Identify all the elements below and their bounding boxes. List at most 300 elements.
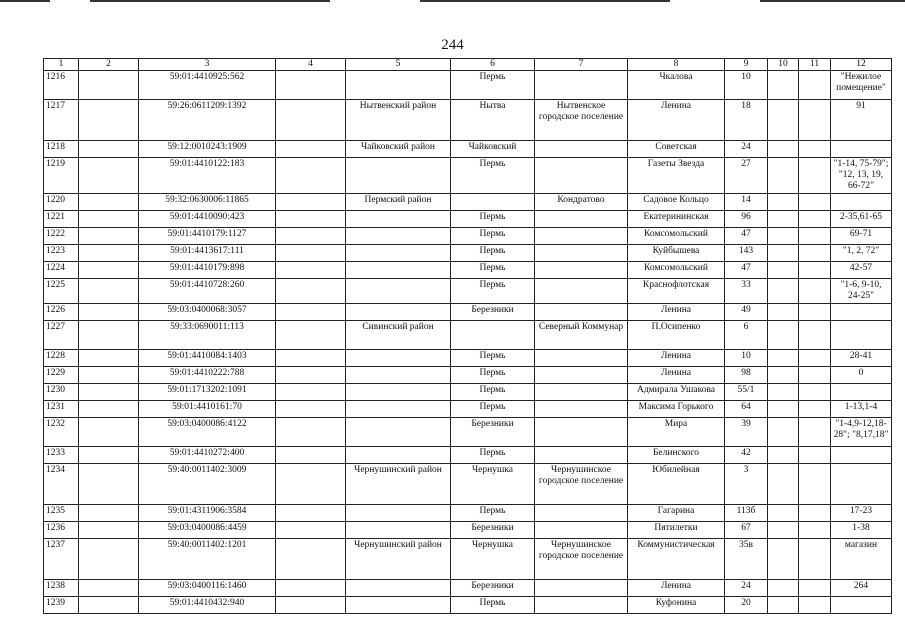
house-number: 98 xyxy=(725,367,768,384)
settlement xyxy=(535,447,628,464)
premises: 0 xyxy=(831,367,892,384)
cadastral-number: 59:01:4410432:940 xyxy=(139,597,276,614)
settlement: Кондратово xyxy=(535,194,628,211)
table-row xyxy=(44,304,892,321)
city: Березники xyxy=(451,418,535,447)
col11-value xyxy=(799,321,831,350)
street: Садовое Кольцо xyxy=(628,194,725,211)
column-header: 4 xyxy=(276,59,346,71)
premises: 2-35,61-65 xyxy=(831,211,892,228)
cadastral-number: 59:12:0010243:1909 xyxy=(139,141,276,158)
table-row xyxy=(44,580,892,597)
col2-value xyxy=(79,321,139,350)
premises: 17-23 xyxy=(831,505,892,522)
premises xyxy=(831,194,892,211)
settlement xyxy=(535,505,628,522)
street: Ленина xyxy=(628,100,725,141)
cadastral-number: 59:01:4413617:111 xyxy=(139,245,276,262)
district xyxy=(346,211,451,228)
district: Чайковский район xyxy=(346,141,451,158)
row-number: 1233 xyxy=(44,447,79,464)
street: Коммунистическая xyxy=(628,539,725,580)
district xyxy=(346,401,451,418)
col4-value xyxy=(276,505,346,522)
table-row xyxy=(44,597,892,614)
col4-value xyxy=(276,279,346,304)
cadastral-number: 59:32:0630006:11865 xyxy=(139,194,276,211)
city xyxy=(451,194,535,211)
street: Краснофлотская xyxy=(628,279,725,304)
district xyxy=(346,597,451,614)
house-number: 143 xyxy=(725,245,768,262)
settlement: Нытвенское городское поселение xyxy=(535,100,628,141)
cadastral-number: 59:03:0400068:3057 xyxy=(139,304,276,321)
city: Пермь xyxy=(451,505,535,522)
house-number: 6 xyxy=(725,321,768,350)
house-number: 49 xyxy=(725,304,768,321)
col2-value xyxy=(79,447,139,464)
settlement xyxy=(535,367,628,384)
premises: "1-4,9-12,18-28"; "8,17,18" xyxy=(831,418,892,447)
district xyxy=(346,71,451,100)
house-number: 42 xyxy=(725,447,768,464)
city: Пермь xyxy=(451,211,535,228)
table-header-row xyxy=(44,59,892,71)
col10-value xyxy=(768,304,799,321)
street: Адмирала Ушакова xyxy=(628,384,725,401)
house-number: 14 xyxy=(725,194,768,211)
column-header: 6 xyxy=(451,59,535,71)
row-number: 1222 xyxy=(44,228,79,245)
cadastral-number: 59:40:0011402:1201 xyxy=(139,539,276,580)
cadastral-number: 59:01:4410084:1403 xyxy=(139,350,276,367)
col2-value xyxy=(79,384,139,401)
table-row xyxy=(44,539,892,580)
city: Пермь xyxy=(451,384,535,401)
col4-value xyxy=(276,350,346,367)
street: Советская xyxy=(628,141,725,158)
city: Пермь xyxy=(451,447,535,464)
col10-value xyxy=(768,321,799,350)
col4-value xyxy=(276,321,346,350)
settlement xyxy=(535,228,628,245)
house-number: 24 xyxy=(725,141,768,158)
city: Пермь xyxy=(451,262,535,279)
cadastral-number: 59:01:4410925:562 xyxy=(139,71,276,100)
col4-value xyxy=(276,447,346,464)
col2-value xyxy=(79,141,139,158)
street: Комсомольский xyxy=(628,228,725,245)
col4-value xyxy=(276,245,346,262)
row-number: 1218 xyxy=(44,141,79,158)
col4-value xyxy=(276,262,346,279)
column-header: 2 xyxy=(79,59,139,71)
district xyxy=(346,245,451,262)
premises: 91 xyxy=(831,100,892,141)
col11-value xyxy=(799,279,831,304)
col11-value xyxy=(799,580,831,597)
district xyxy=(346,304,451,321)
settlement xyxy=(535,211,628,228)
row-number: 1239 xyxy=(44,597,79,614)
col2-value xyxy=(79,100,139,141)
city: Пермь xyxy=(451,228,535,245)
col11-value xyxy=(799,464,831,505)
street: Чкалова xyxy=(628,71,725,100)
col2-value xyxy=(79,211,139,228)
city: Чернушка xyxy=(451,539,535,580)
city: Пермь xyxy=(451,367,535,384)
settlement xyxy=(535,384,628,401)
table-row xyxy=(44,401,892,418)
premises: 42-57 xyxy=(831,262,892,279)
district xyxy=(346,350,451,367)
col10-value xyxy=(768,418,799,447)
column-header: 11 xyxy=(799,59,831,71)
row-number: 1221 xyxy=(44,211,79,228)
cadastral-number: 59:01:4410179:1127 xyxy=(139,228,276,245)
table-row xyxy=(44,141,892,158)
cadastral-number: 59:03:0400086:4459 xyxy=(139,522,276,539)
col11-value xyxy=(799,539,831,580)
top-edge-lines xyxy=(0,0,905,3)
premises xyxy=(831,141,892,158)
cadastral-number: 59:01:4410222:788 xyxy=(139,367,276,384)
street: Пятилетки xyxy=(628,522,725,539)
city: Пермь xyxy=(451,401,535,418)
street: Ленина xyxy=(628,367,725,384)
col10-value xyxy=(768,141,799,158)
house-number: 20 xyxy=(725,597,768,614)
col11-value xyxy=(799,304,831,321)
column-header: 5 xyxy=(346,59,451,71)
street: Юбилейная xyxy=(628,464,725,505)
house-number: 113б xyxy=(725,505,768,522)
table-row xyxy=(44,350,892,367)
row-number: 1219 xyxy=(44,158,79,194)
settlement: Чернушинское городское поселение xyxy=(535,464,628,505)
col10-value xyxy=(768,597,799,614)
col10-value xyxy=(768,228,799,245)
col2-value xyxy=(79,464,139,505)
district xyxy=(346,418,451,447)
col4-value xyxy=(276,522,346,539)
column-header: 10 xyxy=(768,59,799,71)
district: Пермский район xyxy=(346,194,451,211)
page-number: 244 xyxy=(441,37,464,53)
street: Куйбышева xyxy=(628,245,725,262)
house-number: 47 xyxy=(725,262,768,279)
district xyxy=(346,367,451,384)
settlement xyxy=(535,350,628,367)
registry-table xyxy=(43,58,892,614)
city: Пермь xyxy=(451,597,535,614)
street: Максима Горького xyxy=(628,401,725,418)
district: Сивинский район xyxy=(346,321,451,350)
row-number: 1224 xyxy=(44,262,79,279)
premises: 28-41 xyxy=(831,350,892,367)
column-header: 9 xyxy=(725,59,768,71)
col10-value xyxy=(768,464,799,505)
col11-value xyxy=(799,228,831,245)
district: Нытвенский район xyxy=(346,100,451,141)
table-row xyxy=(44,447,892,464)
street: Комсомольский xyxy=(628,262,725,279)
col10-value xyxy=(768,158,799,194)
col11-value xyxy=(799,194,831,211)
premises xyxy=(831,597,892,614)
row-number: 1228 xyxy=(44,350,79,367)
settlement xyxy=(535,71,628,100)
table-row xyxy=(44,262,892,279)
row-number: 1235 xyxy=(44,505,79,522)
row-number: 1226 xyxy=(44,304,79,321)
col4-value xyxy=(276,194,346,211)
street: Мира xyxy=(628,418,725,447)
city: Пермь xyxy=(451,279,535,304)
column-header: 8 xyxy=(628,59,725,71)
col2-value xyxy=(79,401,139,418)
cadastral-number: 59:40:0011402:3009 xyxy=(139,464,276,505)
col4-value xyxy=(276,401,346,418)
house-number: 96 xyxy=(725,211,768,228)
col11-value xyxy=(799,71,831,100)
city: Пермь xyxy=(451,71,535,100)
premises: 264 xyxy=(831,580,892,597)
col10-value xyxy=(768,211,799,228)
col4-value xyxy=(276,384,346,401)
settlement xyxy=(535,262,628,279)
table-row xyxy=(44,522,892,539)
col10-value xyxy=(768,522,799,539)
premises: "1, 2, 72" xyxy=(831,245,892,262)
col2-value xyxy=(79,71,139,100)
col2-value xyxy=(79,505,139,522)
col4-value xyxy=(276,464,346,505)
street: Газеты Звезда xyxy=(628,158,725,194)
city: Чернушка xyxy=(451,464,535,505)
settlement xyxy=(535,141,628,158)
table-row xyxy=(44,505,892,522)
premises xyxy=(831,304,892,321)
col2-value xyxy=(79,539,139,580)
col10-value xyxy=(768,100,799,141)
table-row xyxy=(44,71,892,100)
district xyxy=(346,522,451,539)
col2-value xyxy=(79,262,139,279)
row-number: 1216 xyxy=(44,71,79,100)
row-number: 1227 xyxy=(44,321,79,350)
col10-value xyxy=(768,401,799,418)
col2-value xyxy=(79,228,139,245)
cadastral-number: 59:01:4410161:70 xyxy=(139,401,276,418)
cadastral-number: 59:33:0690011:113 xyxy=(139,321,276,350)
street: Гагарина xyxy=(628,505,725,522)
house-number: 18 xyxy=(725,100,768,141)
col11-value xyxy=(799,597,831,614)
premises: 69-71 xyxy=(831,228,892,245)
row-number: 1231 xyxy=(44,401,79,418)
house-number: 67 xyxy=(725,522,768,539)
street: Ленина xyxy=(628,350,725,367)
col10-value xyxy=(768,384,799,401)
col11-value xyxy=(799,447,831,464)
col4-value xyxy=(276,597,346,614)
district xyxy=(346,262,451,279)
col10-value xyxy=(768,350,799,367)
premises: "Нежилое помещение" xyxy=(831,71,892,100)
cadastral-number: 59:01:4410272:400 xyxy=(139,447,276,464)
house-number: 33 xyxy=(725,279,768,304)
premises xyxy=(831,321,892,350)
settlement xyxy=(535,580,628,597)
col11-value xyxy=(799,418,831,447)
col2-value xyxy=(79,418,139,447)
col11-value xyxy=(799,505,831,522)
table-row xyxy=(44,228,892,245)
table-row xyxy=(44,245,892,262)
city: Пермь xyxy=(451,158,535,194)
col11-value xyxy=(799,158,831,194)
district xyxy=(346,158,451,194)
district xyxy=(346,505,451,522)
col2-value xyxy=(79,245,139,262)
street: Ленина xyxy=(628,304,725,321)
col10-value xyxy=(768,580,799,597)
district: Чернушинский район xyxy=(346,539,451,580)
district xyxy=(346,228,451,245)
col4-value xyxy=(276,71,346,100)
table-row xyxy=(44,321,892,350)
settlement xyxy=(535,418,628,447)
col2-value xyxy=(79,350,139,367)
col11-value xyxy=(799,350,831,367)
col11-value xyxy=(799,141,831,158)
city: Пермь xyxy=(451,245,535,262)
col4-value xyxy=(276,539,346,580)
row-number: 1225 xyxy=(44,279,79,304)
col4-value xyxy=(276,367,346,384)
column-header: 1 xyxy=(44,59,79,71)
cadastral-number: 59:03:0400086:4122 xyxy=(139,418,276,447)
cadastral-number: 59:03:0400116:1460 xyxy=(139,580,276,597)
col11-value xyxy=(799,522,831,539)
col4-value xyxy=(276,580,346,597)
row-number: 1234 xyxy=(44,464,79,505)
district xyxy=(346,447,451,464)
col10-value xyxy=(768,447,799,464)
house-number: 3 xyxy=(725,464,768,505)
street: Куфонина xyxy=(628,597,725,614)
cadastral-number: 59:01:4410179:898 xyxy=(139,262,276,279)
cadastral-number: 59:01:4410122:183 xyxy=(139,158,276,194)
premises: 1-38 xyxy=(831,522,892,539)
house-number: 55/1 xyxy=(725,384,768,401)
col2-value xyxy=(79,279,139,304)
col11-value xyxy=(799,245,831,262)
settlement xyxy=(535,304,628,321)
column-header: 7 xyxy=(535,59,628,71)
col11-value xyxy=(799,100,831,141)
city: Березники xyxy=(451,304,535,321)
house-number: 27 xyxy=(725,158,768,194)
settlement xyxy=(535,158,628,194)
house-number: 47 xyxy=(725,228,768,245)
col4-value xyxy=(276,100,346,141)
house-number: 39 xyxy=(725,418,768,447)
city: Пермь xyxy=(451,350,535,367)
col11-value xyxy=(799,384,831,401)
settlement xyxy=(535,597,628,614)
col10-value xyxy=(768,245,799,262)
house-number: 64 xyxy=(725,401,768,418)
col2-value xyxy=(79,194,139,211)
settlement xyxy=(535,401,628,418)
street: П.Осипенко xyxy=(628,321,725,350)
column-header: 12 xyxy=(831,59,892,71)
table-row xyxy=(44,100,892,141)
col11-value xyxy=(799,367,831,384)
row-number: 1232 xyxy=(44,418,79,447)
col2-value xyxy=(79,158,139,194)
col4-value xyxy=(276,211,346,228)
row-number: 1237 xyxy=(44,539,79,580)
col4-value xyxy=(276,304,346,321)
district: Чернушинский район xyxy=(346,464,451,505)
district xyxy=(346,279,451,304)
row-number: 1220 xyxy=(44,194,79,211)
city: Нытва xyxy=(451,100,535,141)
col2-value xyxy=(79,304,139,321)
settlement: Чернушинское городское поселение xyxy=(535,539,628,580)
row-number: 1229 xyxy=(44,367,79,384)
cadastral-number: 59:01:4410090:423 xyxy=(139,211,276,228)
col2-value xyxy=(79,597,139,614)
row-number: 1238 xyxy=(44,580,79,597)
premises: 1-13,1-4 xyxy=(831,401,892,418)
col10-value xyxy=(768,505,799,522)
col4-value xyxy=(276,418,346,447)
row-number: 1236 xyxy=(44,522,79,539)
city: Березники xyxy=(451,580,535,597)
cadastral-number: 59:26:0611209:1392 xyxy=(139,100,276,141)
house-number: 10 xyxy=(725,71,768,100)
col10-value xyxy=(768,71,799,100)
city xyxy=(451,321,535,350)
column-header: 3 xyxy=(139,59,276,71)
table-row xyxy=(44,279,892,304)
table-row xyxy=(44,384,892,401)
col10-value xyxy=(768,279,799,304)
street: Ленина xyxy=(628,580,725,597)
street: Екатерининская xyxy=(628,211,725,228)
house-number: 35в xyxy=(725,539,768,580)
col2-value xyxy=(79,580,139,597)
col2-value xyxy=(79,522,139,539)
table-row xyxy=(44,464,892,505)
house-number: 24 xyxy=(725,580,768,597)
city: Чайковский xyxy=(451,141,535,158)
col11-value xyxy=(799,401,831,418)
table-row xyxy=(44,367,892,384)
cadastral-number: 59:01:4311906:3584 xyxy=(139,505,276,522)
street: Белинского xyxy=(628,447,725,464)
settlement xyxy=(535,245,628,262)
premises xyxy=(831,384,892,401)
row-number: 1223 xyxy=(44,245,79,262)
table-row xyxy=(44,158,892,194)
premises xyxy=(831,447,892,464)
